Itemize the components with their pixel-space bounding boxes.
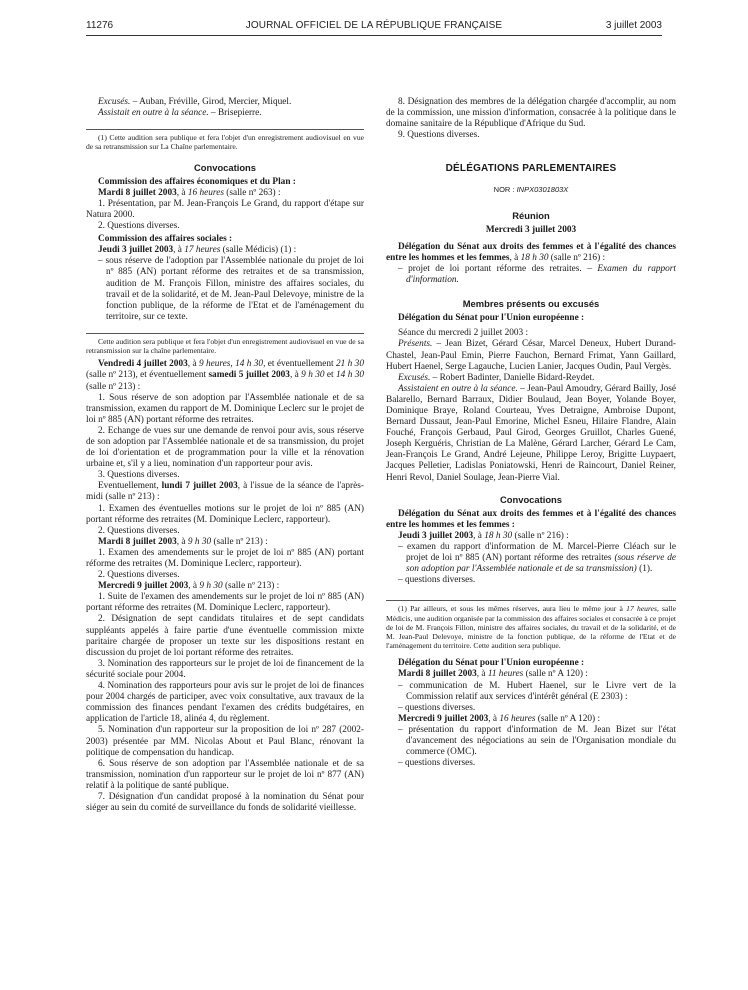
agenda-item: 5. Nomination d'un rapporteur sur la proposition de loi nº 287 (2002-2003) présentée par MM. Nicolas About et Paul Blanc, rénovant la politique de compensation du handicap.: [86, 725, 364, 758]
delegation-heading: Délégation du Sénat pour l'Union européenne :: [398, 658, 585, 669]
agenda-item: – examen du rapport d'information de M. Marcel-Pierre Cléach sur le projet de loi nº 885 (AN) portant réforme des retraites (sous réserve de son adoption par l'Assemblée nationale et de sa transmission) (1).: [398, 542, 676, 575]
footnote: (1) Cette audition sera publique et fera l'objet d'un enregistrement audiovisuel en vue de sa retransmission sur La Chaîne parlementaire.: [86, 133, 364, 152]
footnote-rule: [386, 600, 676, 601]
left-column: [86, 97, 364, 814]
agenda-item: – sous réserve de l'adoption par l'Assemblée nationale du projet de loi nº 885 (AN) portant réforme des retraites et de sa transmission, audition de M. François Fillon, ministre des affaires sociales, du travail et de la solidarité, et de M. Jean-Paul Delevoye, ministre de la fonction publique, de la réforme de l'Etat et de l'aménagement du territoire, sur ce texte.: [98, 256, 364, 322]
meeting-date: Eventuellement, lundi 7 juillet 2003, à l'issue de la séance de l'après-midi (salle nº 213) :: [86, 481, 364, 503]
delegation-heading: Délégation du Sénat pour l'Union européenne :: [398, 313, 585, 324]
agenda-item: – questions diverses.: [398, 758, 476, 769]
agenda-item: 2. Désignation de sept candidats titulaires et de sept candidats suppléants appelés à faire partie d'une éventuelle commission mixte paritaire chargée de proposer un texte sur les dispositions restant en discussion du projet de loi portant réforme des retraites.: [86, 614, 364, 658]
section-title-membres: Membres présents ou excusés: [462, 298, 600, 310]
right-column: [386, 97, 676, 769]
agenda-item: – questions diverses.: [398, 702, 476, 713]
agenda-item: 2. Echange de vues sur une demande de renvoi pour avis, sous réserve de son adoption par l'Assemblée nationale et de sa transmission, du projet de loi d'orientation et de programmation pour la ville et la rénovation urbaine et, s'il y a lieu, nomination d'un rapporteur pour avis.: [86, 425, 364, 470]
section-title-reunion: Réunion: [512, 209, 550, 221]
agenda-item: – présentation du rapport d'information de M. Jean Bizet sur l'état d'avancement des négociations au sein de l'Organisation mondiale du commerce (OMC).: [398, 724, 676, 758]
section-title-delegations: DÉLÉGATIONS PARLEMENTAIRES: [445, 163, 617, 175]
agenda-item: 2. Questions diverses.: [98, 570, 180, 581]
meeting-date: Jeudi 3 juillet 2003, à 18 h 30 (salle nº 216) :: [398, 530, 569, 541]
meeting-date: Mardi 8 juillet 2003, à 16 heures (salle nº 263) :: [98, 187, 281, 198]
delegation-heading: Délégation du Sénat aux droits des femmes et à l'égalité des chances entre les hommes et les femmes :: [386, 508, 676, 530]
page-header: [0, 18, 748, 34]
section-title-convocations: Convocations: [194, 161, 256, 173]
meeting-date: Vendredi 4 juillet 2003, à 9 heures, 14 h 30, et éventuellement 21 h 30 (salle nº 213), et éventuellement samedi 5 juillet 2003, à 9 h 30 et 14 h 30 (salle nº 213) :: [86, 359, 365, 392]
commission-heading: Commission des affaires sociales :: [98, 234, 233, 245]
agenda-item: – questions diverses.: [398, 575, 476, 586]
agenda-item: 3. Nomination des rapporteurs sur le projet de loi de financement de la sécurité sociale pour 2004.: [86, 658, 364, 680]
agenda-item: 1. Examen des éventuelles motions sur le projet de loi nº 885 (AN) portant réforme des retraites (M. Dominique Leclerc, rapporteur).: [86, 503, 364, 525]
issue-date: 3 juillet 2003: [605, 20, 662, 31]
seance-line: Séance du mercredi 2 juillet 2003 :: [398, 328, 529, 339]
agenda-item: 1. Sous réserve de son adoption par l'Assemblée nationale et de sa transmission, examen du rapport de M. Dominique Leclerc sur le projet de loi nº 885 (AN) portant réforme des retraites.: [86, 392, 364, 425]
agenda-item: 1. Examen des amendements sur le projet de loi nº 885 (AN) portant réforme des retraites (M. Dominique Leclerc, rapporteur).: [86, 547, 364, 569]
footnote-rule: [86, 129, 364, 130]
agenda-item: 2. Questions diverses.: [98, 525, 180, 536]
footnote: (1) Par ailleurs, et sous les mêmes réserves, aura lieu le même jour à 17 heures, salle Médicis, une audition organisée par la commission des affaires sociales et consacrée à ce projet de loi de M. François Fillon, ministre des affaires sociales, du travail et de la solidarité, et de M. Jean-Paul Delevoye, ministre de la fonction publique, de la réforme de l'Etat et de l'aménagement du territoire. Cette audition sera publique.: [386, 604, 676, 651]
meeting-date: Mardi 8 juillet 2003, à 9 h 30 (salle nº 213) :: [98, 536, 268, 547]
excuses-line: Excusés. – Auban, Fréville, Girod, Mercier, Miquel.: [98, 97, 292, 107]
presents-line: Présents. – Jean Bizet, Gérard César, Marcel Deneux, Hubert Durand-Chastel, Jean-Paul Emin, Pierre Fauchon, Bernard Frimat, Yann Gaillard, Hubert Haenel, Serge Lagauche, Lucien Lanier, Jacques Oudin, Paul Vergès.: [386, 339, 676, 372]
nor-reference: NOR : INPX0301803X: [493, 185, 569, 195]
agenda-item: 2. Questions diverses.: [98, 221, 180, 232]
agenda-item: 1. Présentation, par M. Jean-François Le Grand, du rapport d'étape sur Natura 2000.: [86, 198, 364, 220]
agenda-item: 9. Questions diverses.: [398, 130, 480, 141]
reunion-date: Mercredi 3 juillet 2003: [485, 224, 577, 235]
meeting-date: Mardi 8 juillet 2003, à 11 heures (salle nº A 120) :: [398, 669, 588, 680]
commission-heading: Commission des affaires économiques et du Plan :: [98, 176, 296, 187]
header-rule: [86, 35, 662, 36]
page-number: 11276: [86, 20, 114, 31]
meeting-date: Jeudi 3 juillet 2003, à 17 heures (salle Médicis) (1) :: [98, 245, 297, 256]
assistait-line: Assistait en outre à la séance. – Brisepierre.: [98, 108, 262, 119]
agenda-item: 3. Questions diverses.: [98, 470, 180, 481]
agenda-item: 4. Nomination des rapporteurs pour avis sur le projet de loi de finances pour 2004 chargés de participer, avec voix consultative, aux travaux de la commission des finances pendant l'examen des crédits budgétaires, en application de l'article 18, alinéa 4, du règlement.: [86, 681, 364, 725]
agenda-item: 7. Désignation d'un candidat proposé à la nomination du Sénat pour siéger au sein du comité de surveillance du fonds de solidarité vieillesse.: [86, 791, 364, 814]
agenda-item: 8. Désignation des membres de la délégation chargée d'accomplir, au nom de la commission, une mission d'information, consacrée à la politique dans le domaine sanitaire de la République d'Afrique du Sud.: [386, 97, 676, 130]
agenda-item: – communication de M. Hubert Haenel, sur le Livre vert de la Commission relatif aux services d'intérêt général (E 2303) :: [398, 680, 676, 702]
delegation-heading: Délégation du Sénat aux droits des femmes et à l'égalité des chances entre les hommes et les femmes, à 18 h 30 (salle nº 216) :: [386, 241, 676, 263]
agenda-item: 1. Suite de l'examen des amendements sur le projet de loi nº 885 (AN) portant réforme des retraites (M. Dominique Leclerc, rapporteur).: [86, 592, 364, 614]
footnote-rule: [86, 333, 364, 334]
meeting-date: Mercredi 9 juillet 2003, à 9 h 30 (salle nº 213) :: [98, 581, 280, 592]
excuses-line: Excusés. – Robert Badinter, Danielle Bidard-Reydet.: [398, 372, 595, 383]
assistaient-line: Assistaient en outre à la séance. – Jean-Paul Amoudry, Gérard Bailly, José Balarello, Bernard Barraux, Didier Boulaud, Jean Boyer, Yolande Boyer, Dominique Braye, Roland Courteau, Yves Detraigne, Ambroise Dupont, Bernard Dussaut, Jean-Paul Emorine, Michel Esneu, Hilaire Flandre, Alain Fouché, François Gerbaud, Paul Girod, Georges Gruillot, Charles Guené, Joseph Kerguéris, Christian de La Malène, Gérard Larcher, Gérard Le Cam, Jean-François Le Grand, André Lejeune, Philippe Leroy, Brigitte Luypaert, Jacques Pelletier, Ladislas Poniatowski, Henri de Raincourt, Daniel Reiner, Henri Revol, Daniel Soulage, Jean-Pierre Vial.: [386, 383, 676, 483]
footnote: Cette audition sera publique et fera l'objet d'un enregistrement audiovisuel en vue de sa retransmission sur la chaîne parlementaire.: [86, 336, 364, 356]
section-title-convocations: Convocations: [500, 493, 562, 505]
meeting-date: Mercredi 9 juillet 2003, à 16 heures (salle nº A 120) :: [398, 713, 601, 724]
agenda-item: 6. Sous réserve de son adoption par l'Assemblée nationale et de sa transmission, nomination d'un rapporteur sur le projet de loi nº 877 (AN) relatif à la politique de santé publique.: [86, 758, 364, 791]
agenda-item: – projet de loi portant réforme des retraites. – Examen du rapport d'information.: [398, 263, 676, 286]
journal-title: JOURNAL OFFICIEL DE LA RÉPUBLIQUE FRANÇAISE: [245, 20, 503, 31]
